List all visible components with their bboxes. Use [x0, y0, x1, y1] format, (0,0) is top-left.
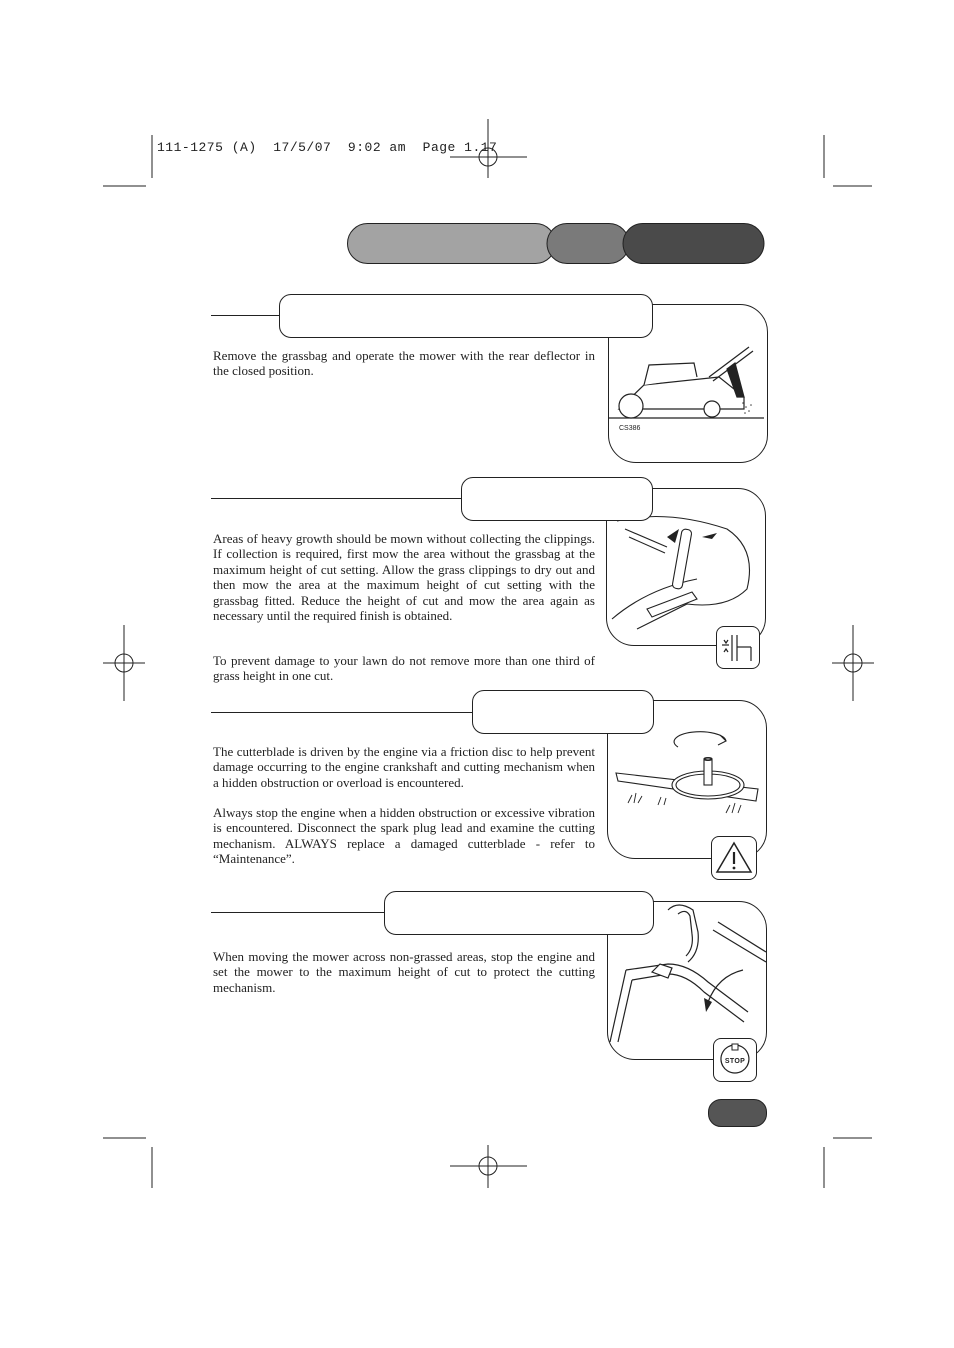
registration-mark-right	[832, 625, 874, 701]
chapter-tab-2	[547, 224, 629, 264]
chapter-tab-3	[623, 224, 764, 264]
height-of-cut-icon	[716, 626, 760, 669]
section-rule	[211, 912, 384, 913]
section-rule	[211, 498, 461, 499]
registration-mark-left	[103, 625, 145, 701]
page-number-badge	[708, 1099, 767, 1127]
paragraph: Always stop the engine when a hidden obstruction or excessive vibration is encountered. Disconnect the spark plug lead and examine the cutting mechanism. ALWAYS replace a damaged cutterblade - refer to “Maintenance”.	[213, 805, 595, 867]
stop-label: STOP	[724, 1058, 746, 1065]
section-rule	[211, 712, 472, 713]
section-header-box	[461, 477, 653, 521]
paragraph: When moving the mower across non-grassed areas, stop the engine and set the mower to the maximum height of cut to protect the cutting mechanism.	[213, 949, 595, 995]
registration-mark-bottom	[450, 1145, 527, 1188]
figure-code: CS386	[619, 425, 641, 432]
section-header-box	[472, 690, 654, 734]
section-header-box	[384, 891, 654, 935]
stop-engine-icon	[713, 1038, 757, 1082]
section-header-box	[279, 294, 653, 338]
warning-icon	[711, 836, 757, 880]
registration-mark-top	[450, 119, 527, 178]
section-rule	[211, 315, 279, 316]
chapter-tabs	[347, 222, 767, 266]
paragraph: Areas of heavy growth should be mown without collecting the clippings. If collection is required, first mow the area without the grassbag at the maximum height of cut setting. Allow the grass clippings to dry out and then mow the area at the maximum height of cut setting with the grassbag fitted. Reduce the height of cut and mow the area again as necessary until the required finish is obtained.	[213, 531, 595, 624]
print-slug: 111-1275 (A) 17/5/07 9:02 am Page 1.17	[157, 140, 498, 155]
paragraph: The cutterblade is driven by the engine via a friction disc to help prevent damage occurring to the engine crankshaft and cutting mechanism when a hidden obstruction or overload is encountered.	[213, 744, 595, 790]
paragraph: Remove the grassbag and operate the mower with the rear deflector in the closed position.	[213, 348, 595, 379]
chapter-tab-1	[348, 224, 556, 264]
paragraph: To prevent damage to your lawn do not remove more than one third of grass height in one cut.	[213, 653, 595, 684]
